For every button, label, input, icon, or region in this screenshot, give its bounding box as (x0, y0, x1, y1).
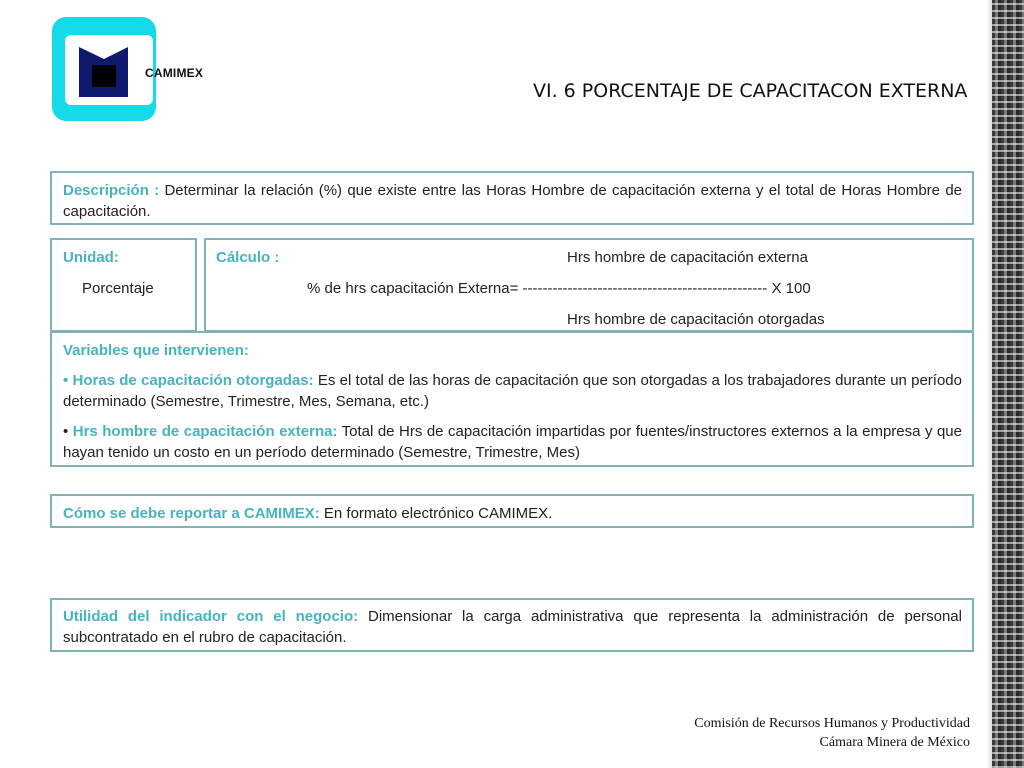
variable-item (63, 370, 962, 412)
unit-value: Porcentaje (82, 280, 154, 297)
variable-text: Total de Hrs de capacitación impartidas por fuentes/instructores externos a la empresa y que hayan tenido un costo en un período determinado (Semestre, Trimestre, Mes) (63, 423, 962, 461)
footer (694, 714, 970, 752)
report-label: Cómo se debe reportar a CAMIMEX: (63, 505, 320, 522)
report-text: En formato electrónico CAMIMEX. (323, 505, 553, 522)
utility-label: Utilidad del indicador con el negocio: (63, 608, 359, 625)
variable-label: Hrs hombre de capacitación externa: (72, 423, 338, 440)
calculation-box (204, 238, 974, 332)
variables-box (50, 331, 974, 467)
variables-label: Variables que intervienen: (63, 342, 249, 359)
calculation-formula: % de hrs capacitación Externa= ------------------------------------------------- X 100 (307, 280, 811, 297)
utility-text: Dimensionar la carga administrativa que representa la administración de personal subcontratado en el rubro de capacitación. (63, 608, 962, 646)
variable-item (63, 421, 962, 463)
description-label: Descripción : (63, 182, 160, 199)
variable-label: Horas de capacitación otorgadas: (72, 372, 314, 389)
bullet: • (63, 423, 73, 440)
variable-text: Es el total de las horas de capacitación que son otorgadas a los trabajadores durante un período determinado (Semestre, Trimestre, Mes, Semana, etc.) (63, 372, 962, 410)
utility-box (50, 598, 974, 652)
report-box (50, 494, 974, 528)
calculation-numerator: Hrs hombre de capacitación externa (567, 249, 808, 266)
description-box (50, 171, 974, 225)
calculation-label: Cálculo : (216, 249, 280, 266)
footer-line-1: Comisión de Recursos Humanos y Productividad (694, 716, 970, 731)
description-text: Determinar la relación (%) que existe entre las Horas Hombre de capacitación externa y el total de Horas Hombre de capacitación. (63, 182, 962, 220)
calculation-denominator: Hrs hombre de capacitación otorgadas (567, 311, 825, 328)
decorative-film-strip (992, 0, 1024, 768)
logo-text: CAMIMEX (145, 66, 204, 80)
page-title: VI. 6 PORCENTAJE DE CAPACITACON EXTERNA (533, 80, 968, 102)
footer-line-2: Cámara Minera de México (819, 735, 970, 750)
unit-label: Unidad: (63, 249, 119, 266)
bullet: • (63, 372, 73, 389)
unit-box (50, 238, 197, 332)
camimex-logo-icon (52, 17, 156, 121)
